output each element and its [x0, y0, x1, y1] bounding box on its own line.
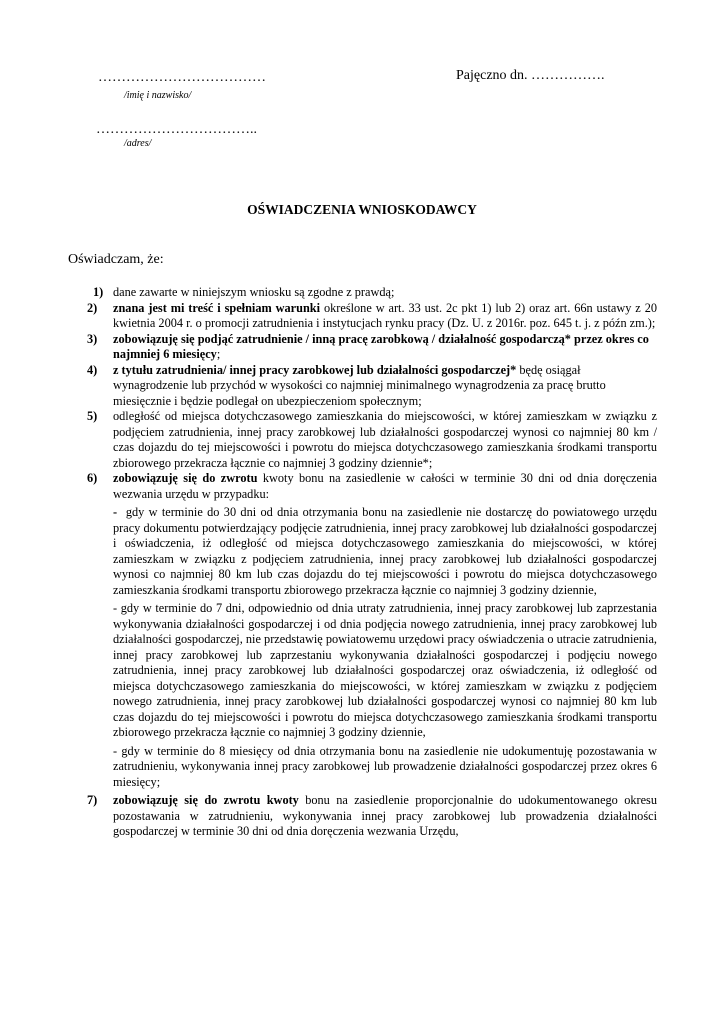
item-number: 1): [93, 285, 104, 299]
statement-list: [87, 285, 657, 840]
item-number: 2): [87, 300, 98, 315]
item-text: określone w art. 33 ust. 2c pkt 1) lub 2) oraz art. 66n ustawy z 20 kwietnia 2004 r. o promocji zatrudnienia i instytucjach rynku pracy (Dz. U. z 2016r. poz. 645 t. j. z późn zm.);: [113, 300, 657, 330]
item-bold-text: zobowiązuję się do zwrotu: [113, 471, 258, 485]
dash-bullet: -: [113, 505, 122, 519]
item-bold-text: znana jest mi treść i spełniam warunki: [113, 300, 321, 315]
name-dots: ………………………………: [98, 70, 266, 85]
place-date: Pajęczno dn. …………….: [456, 68, 605, 83]
item-number: 5): [87, 409, 98, 423]
item-text: bonu na zasiedlenie proporcjonalnie do udokumentowanego okresu pozostawania w zatrudnieniu, wykonywania innej pracy zarobkowej lub prowadzenia działalności gospodarczej w terminie 30 dni od dnia doręczenia wezwania Urzędu,: [113, 793, 657, 838]
item-bold-text: zobowiązuję się do zwrotu kwoty: [113, 793, 299, 807]
item-text: kwoty bonu na zasiedlenie w całości w terminie 30 dni od dnia doręczenia wezwania urzędu w przypadku:: [113, 471, 657, 501]
list-item: [87, 301, 657, 332]
sub-list: [113, 505, 657, 790]
sub-item-2: [113, 601, 657, 741]
item-text: ;: [216, 347, 221, 361]
dash-bullet: -: [113, 743, 122, 758]
item-number: 7): [87, 793, 98, 807]
sub-item-text: gdy w terminie do 7 dni, odpowiednio od dnia utraty zatrudnienia, innej pracy zarobkowej lub zaprzestania wykonywania działalności gospodarczej i od dnia podjęcia nowego zatrudnienia, innej pracy zarobkowej lub działalności gospodarczej, nie przedstawię powiatowemu urzędowi pracy oświadczenia o utracie zatrudnienia, innej pracy zarobkowej lub zaprzestaniu wykonywania działalności gospodarczej i podjęciu nowego zatrudnienia, innej pracy zarobkowej lub działalności gospodarczej oraz oświadczenia, iż odległość od miejsca dotychczasowego zamieszkania do miejscowości, w której zamieszkam w związku z podjęciem nowego zatrudnienia, innej pracy zarobkowej lub działalności gospodarczej wynosi co najmniej 80 km lub czas dojazdu do tej miejscowości i powrotu do miejsca dotychczasowego zamieszkania środkami transportu zbiorowego przekracza łącznie co najmniej 3 godziny dziennie,: [113, 601, 657, 739]
name-label: /imię i nazwisko/: [124, 90, 192, 101]
item-text: będę osiągał wynagrodzenie lub przychód w wysokości co najmniej minimalnego wynagrodzenia za pracę brutto miesięcznie i będzie podlegał on ubezpieczeniom społecznym;: [113, 362, 606, 408]
item-bold-text: z tytułu zatrudnienia/ innej pracy zarobkowej lub działalności gospodarczej*: [113, 362, 517, 377]
list-item: [87, 471, 657, 790]
item-number: 3): [87, 331, 98, 346]
sub-item-text: gdy w terminie do 30 dni od dnia otrzymania bonu na zasiedlenie nie dostarczę do powiatowego urzędu pracy dokumentu potwierdzający podjęcie zatrudnienia, innej pracy zarobkowej lub działalności gospodarczej i oświadczenia, iż odległość od miejsca dotychczasowego zamieszkania do miejscowości, w której zamieszkam w związku z podjęciem zatrudnienia, innej pracy zarobkowej lub działalności gospodarczej wynosi co najmniej 80 km lub czas dojazdu do tej miejscowości i powrotu do miejsca dotychczasowego zamieszkania środkami transportu zbiorowego przekracza łącznie co najmniej 3 godziny dziennie,: [113, 505, 658, 597]
item-text: dane zawarte w niniejszym wniosku są zgodne z prawdą;: [113, 285, 395, 299]
list-item: [87, 793, 657, 840]
sub-item-text: gdy w terminie do 8 miesięcy od dnia otrzymania bonu na zasiedlenie nie udokumentuję pozostawania w zatrudnieniu, wykonywania innej pracy zarobkowej lub prowadzenie działalności gospodarczej przez okres 6 miesięcy;: [113, 743, 657, 789]
sub-item-3: [113, 744, 657, 791]
item-text: odległość od miejsca dotychczasowego zamieszkania do miejscowości, w której zamieszkam w związku z podjęciem zatrudnienia, innej pracy zarobkowej lub działalności gospodarczej wynosi co najmniej 80 km / czas dojazdu do tej miejscowości i powrotu do miejsca dotychczasowego zamieszkania środkami transportu zbiorowego przekracza łącznie co najmniej 3 godziny dziennie*;: [113, 409, 657, 470]
address-dots: ……………………………..: [96, 122, 257, 137]
dash-bullet: -: [113, 601, 121, 615]
intro-text: Oświadczam, że:: [68, 252, 164, 267]
item-number: 6): [87, 471, 98, 485]
sub-item-1: [113, 505, 657, 598]
address-label: /adres/: [124, 138, 152, 149]
list-item: [87, 409, 657, 471]
item-bold-text: zobowiązuję się podjąć zatrudnienie / inną pracę zarobkową / działalność gospodarczą* przez okres co najmniej 6 miesięcy: [113, 331, 649, 361]
page-title: OŚWIADCZENIA WNIOSKODAWCY: [247, 202, 477, 217]
list-item: [87, 363, 657, 410]
item-number: 4): [87, 362, 98, 377]
list-item: [87, 285, 657, 301]
list-item: [87, 332, 657, 363]
